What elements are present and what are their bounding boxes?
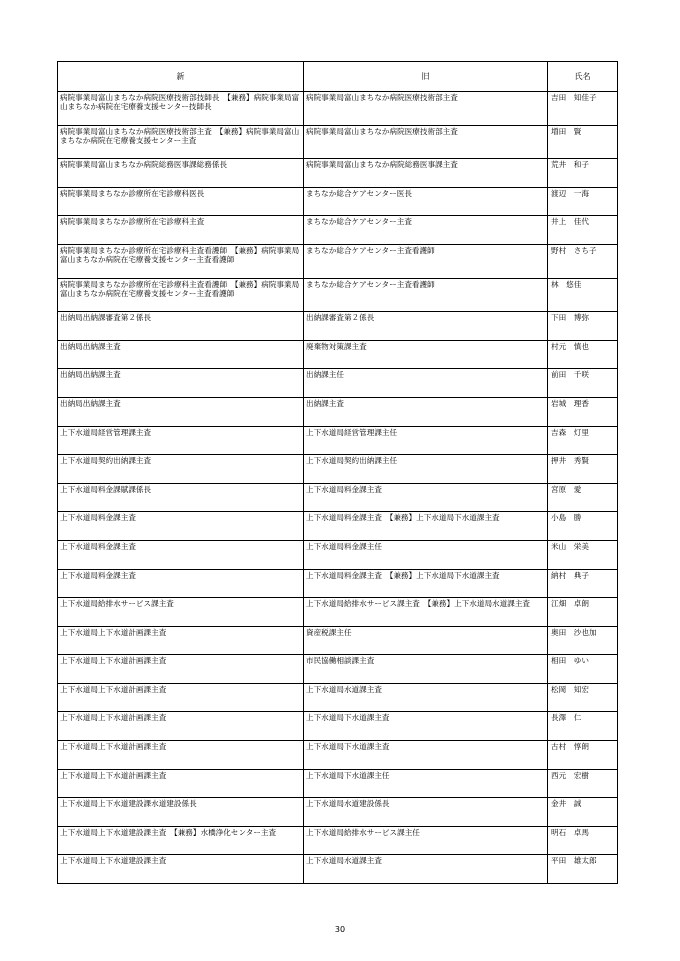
table-row <box>58 368 617 397</box>
table-row <box>58 244 617 278</box>
person-name-cell: 野村 さち子 <box>551 245 597 255</box>
page-number: 30 <box>334 925 346 934</box>
person-name-cell: 荒井 和子 <box>551 160 589 170</box>
old-position-cell: まちなか総合ケアセンター主査看護師 <box>304 245 548 278</box>
old-position-cell: 廃棄物対策課主査 <box>304 341 548 369</box>
new-position-cell: 出納局出納課審査第２係長 <box>58 312 304 340</box>
new-position-cell: 上下水道局料金課主査 <box>58 512 304 540</box>
table-row <box>58 215 617 244</box>
person-name-cell: 平田 雄太郎 <box>551 856 597 866</box>
new-position-cell: 上下水道局上下水道計画課主査 <box>58 627 304 655</box>
table-row <box>58 483 617 512</box>
old-position-cell: 上下水道局給排水サービス課主査 【兼務】上下水道局水道課主査 <box>304 598 548 626</box>
old-position-cell: まちなか総合ケアセンター主査 <box>304 216 548 244</box>
new-position-cell: 上下水道局料金課賦課係長 <box>58 484 304 512</box>
person-name-cell: 吉森 灯里 <box>551 427 589 437</box>
table-row <box>58 187 617 216</box>
person-name-cell: 江畑 卓朗 <box>551 599 589 609</box>
new-position-cell: 病院事業局まちなか診療所在宅診療科主査看護師 【兼務】病院事業局富山まちなか病院在宅療養支援センター主査看護師 <box>58 245 304 278</box>
person-name-cell: 下田 博弥 <box>551 313 589 323</box>
table-row <box>58 311 617 340</box>
person-name-cell: 前田 千咲 <box>551 370 589 380</box>
new-position-cell: 上下水道局上下水道計画課主査 <box>58 655 304 683</box>
old-position-cell: 市民協働相談課主査 <box>304 655 548 683</box>
old-position-cell: 上下水道局契約出納課主任 <box>304 455 548 483</box>
person-name-cell: 納村 典子 <box>551 570 589 580</box>
header-name: 氏名 <box>574 72 591 81</box>
table-body <box>58 91 617 883</box>
table-row <box>58 769 617 798</box>
old-position-cell: まちなか総合ケアセンター主査看護師 <box>304 279 548 312</box>
person-name-cell: 宮原 愛 <box>551 484 582 494</box>
new-position-cell: 病院事業局富山まちなか病院医療技術部主査 【兼務】病院事業局富山まちなか病院在宅療養支援センター主査 <box>58 126 304 159</box>
table-row <box>58 854 617 883</box>
person-name-cell: 押井 秀賢 <box>551 456 589 466</box>
table-row <box>58 826 617 855</box>
person-name-cell: 村元 慎也 <box>551 341 589 351</box>
table-row <box>58 797 617 826</box>
person-name-cell: 小島 勝 <box>551 513 582 523</box>
table-row <box>58 91 617 125</box>
table-header <box>58 62 617 91</box>
new-position-cell: 病院事業局富山まちなか病院医療技術部技師長 【兼務】病院事業局富山まちなか病院在宅療養支援センター技師長 <box>58 92 304 125</box>
old-position-cell: 上下水道局下水道課主査 <box>304 741 548 769</box>
old-position-cell: 上下水道局水道建設係長 <box>304 798 548 826</box>
old-position-cell: 病院事業局富山まちなか病院医療技術部主査 <box>304 126 548 159</box>
table-row <box>58 711 617 740</box>
person-name-cell: 古村 惇朗 <box>551 742 589 752</box>
new-position-cell: 出納局出納課主査 <box>58 398 304 426</box>
table-row <box>58 278 617 312</box>
table-row <box>58 454 617 483</box>
old-position-cell: 上下水道局下水道課主査 <box>304 712 548 740</box>
table-row <box>58 125 617 159</box>
new-position-cell: 上下水道局上下水道建設課主査 【兼務】水橋浄化センター主査 <box>58 827 304 855</box>
new-position-cell: 上下水道局料金課主査 <box>58 570 304 598</box>
person-name-cell: 奥田 沙也加 <box>551 627 597 637</box>
header-new: 新 <box>58 62 304 91</box>
new-position-cell: 上下水道局契約出納課主査 <box>58 455 304 483</box>
table-row <box>58 683 617 712</box>
table-row <box>58 158 617 187</box>
table-row <box>58 597 617 626</box>
old-position-cell: 上下水道局給排水サービス課主任 <box>304 827 548 855</box>
table-row <box>58 397 617 426</box>
table-row <box>58 340 617 369</box>
table-row <box>58 740 617 769</box>
person-name-cell: 岩城 理香 <box>551 398 589 408</box>
person-name-cell: 吉田 知佳子 <box>551 93 597 102</box>
new-position-cell: 病院事業局まちなか診療所在宅診療科主査看護師 【兼務】病院事業局富山まちなか病院在宅療養支援センター主査看護師 <box>58 279 304 312</box>
old-position-cell: 上下水道局料金課主任 <box>304 541 548 569</box>
person-name-cell: 松岡 知宏 <box>551 684 589 694</box>
old-position-cell: 上下水道局水道課主査 <box>304 855 548 883</box>
new-position-cell: 上下水道局上下水道計画課主査 <box>58 770 304 798</box>
new-position-cell: 病院事業局まちなか診療所在宅診療科主査 <box>58 216 304 244</box>
new-position-cell: 病院事業局富山まちなか病院総務医事課総務係長 <box>58 159 304 187</box>
old-position-cell: 病院事業局富山まちなか病院総務医事課主査 <box>304 159 548 187</box>
person-name-cell: 長澤 仁 <box>551 713 582 723</box>
table-row <box>58 569 617 598</box>
new-position-cell: 出納局出納課主査 <box>58 341 304 369</box>
new-position-cell: 病院事業局まちなか診療所在宅診療科医長 <box>58 188 304 216</box>
personnel-table <box>57 61 618 884</box>
old-position-cell: 出納課主任 <box>304 369 548 397</box>
new-position-cell: 上下水道局経営管理課主査 <box>58 427 304 455</box>
person-name-cell: 林 悠佳 <box>551 279 582 289</box>
old-position-cell: 上下水道局下水道課主任 <box>304 770 548 798</box>
table-row <box>58 511 617 540</box>
old-position-cell: 出納課主査 <box>304 398 548 426</box>
person-name-cell: 明石 卓馬 <box>551 827 589 837</box>
new-position-cell: 上下水道局上下水道建設課水道建設係長 <box>58 798 304 826</box>
old-position-cell: 上下水道局料金課主査 【兼務】上下水道局下水道課主査 <box>304 570 548 598</box>
person-name-cell: 西元 宏樹 <box>551 770 589 780</box>
new-position-cell: 上下水道局給排水サービス課主査 <box>58 598 304 626</box>
new-position-cell: 上下水道局上下水道計画課主査 <box>58 712 304 740</box>
table-row <box>58 654 617 683</box>
table-row <box>58 540 617 569</box>
old-position-cell: 資産税課主任 <box>304 627 548 655</box>
header-old: 旧 <box>304 62 548 91</box>
old-position-cell: 上下水道局料金課主査 【兼務】上下水道局下水道課主査 <box>304 512 548 540</box>
new-position-cell: 上下水道局料金課主査 <box>58 541 304 569</box>
old-position-cell: 上下水道局水道課主査 <box>304 684 548 712</box>
person-name-cell: 相田 ゆい <box>551 656 589 666</box>
new-position-cell: 上下水道局上下水道計画課主査 <box>58 741 304 769</box>
old-position-cell: 出納課審査第２係長 <box>304 312 548 340</box>
table-row <box>58 426 617 455</box>
person-name-cell: 金井 誠 <box>551 799 582 809</box>
old-position-cell: 病院事業局富山まちなか病院医療技術部主査 <box>304 92 548 125</box>
person-name-cell: 井上 佳代 <box>551 217 589 227</box>
new-position-cell: 出納局出納課主査 <box>58 369 304 397</box>
new-position-cell: 上下水道局上下水道計画課主査 <box>58 684 304 712</box>
person-name-cell: 渡辺 一海 <box>551 188 589 198</box>
person-name-cell: 米山 栄美 <box>551 541 589 551</box>
new-position-cell: 上下水道局上下水道建設課主査 <box>58 855 304 883</box>
person-name-cell: 増田 賢 <box>551 126 582 136</box>
old-position-cell: 上下水道局料金課主査 <box>304 484 548 512</box>
old-position-cell: 上下水道局経営管理課主任 <box>304 427 548 455</box>
old-position-cell: まちなか総合ケアセンター医長 <box>304 188 548 216</box>
table-row <box>58 626 617 655</box>
